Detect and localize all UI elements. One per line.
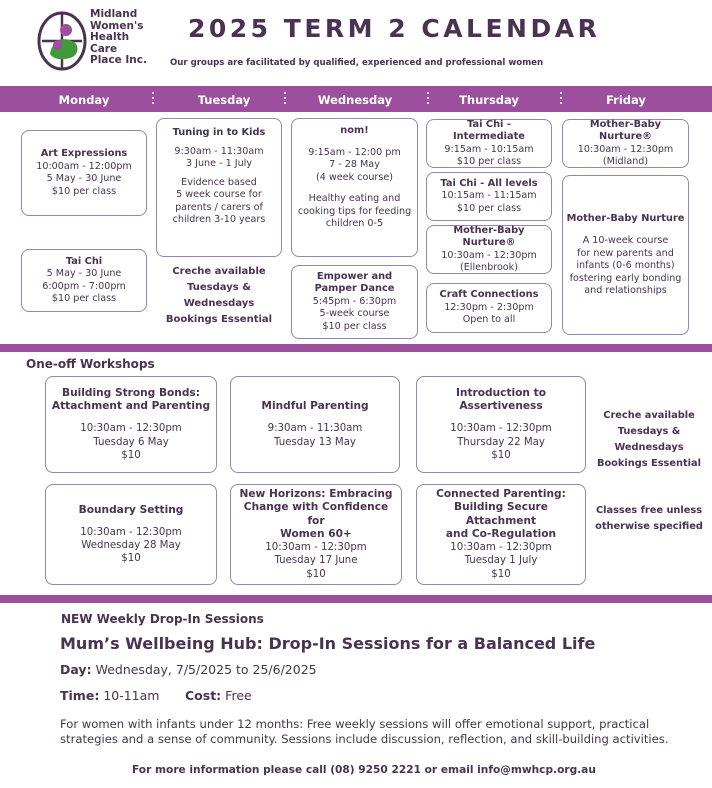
class-title: Tuning in to Kids [172, 127, 266, 138]
class-detail: 5 May - 30 June [46, 268, 122, 279]
class-detail: Open to all [462, 314, 516, 326]
class-title: Empower and [316, 270, 393, 282]
org-name-line: Place Inc. [90, 54, 147, 66]
workshop-title: and Co-Regulation [445, 527, 557, 540]
workshop-detail: Tuesday 6 May [93, 436, 169, 448]
class-card-mother-baby-nurture-midland [562, 119, 689, 168]
class-detail: 5:45pm - 6:30pm [312, 295, 397, 307]
day-header-tuesday: Tuesday [197, 93, 251, 107]
workshop-title: Building Strong Bonds: [62, 386, 200, 399]
workshop-detail: $10 [306, 568, 326, 580]
dropin-description: For women with infants under 12 months: Free weekly sessions will offer emotional support, practical strategies and a sense of community. Sessions include discussion, reflection, and skill-building activities. [60, 717, 669, 746]
creche-note-tuesday: Creche available Tuesdays & Wednesdays Bookings Essential [165, 266, 273, 325]
workshop-title: Mindful Parenting [261, 400, 369, 413]
class-detail: 10:15am - 11:15am [441, 190, 537, 202]
class-detail: $10 per class [456, 202, 522, 214]
class-title: Pamper Dance [314, 283, 395, 295]
class-title: nom! [340, 125, 369, 136]
workshop-detail: $10 [121, 553, 141, 565]
workshop-detail: 10:30am - 12:30pm [80, 526, 182, 538]
dropin-cost [185, 688, 252, 703]
workshop-card [45, 484, 217, 585]
class-detail: (Midland) [602, 156, 649, 167]
workshop-detail: $10 [121, 449, 141, 461]
workshop-title: Introduction to Assertiveness [455, 386, 546, 413]
class-detail: 5-week course [319, 308, 390, 320]
workshop-detail: Wednesday 28 May [81, 540, 181, 551]
class-title: Mother-Baby Nurture® [453, 224, 525, 248]
class-description: A 10-week course [582, 235, 669, 246]
class-title: Craft Connections [439, 289, 539, 301]
class-title: Tai Chi - All levels [440, 177, 538, 189]
class-title: Mother-Baby Nurture [566, 212, 685, 224]
class-detail: 6:00pm - 7:00pm [42, 280, 126, 292]
workshop-card [416, 484, 586, 585]
class-card-tuning-in-to-kids [156, 118, 282, 257]
workshop-title: New Horizons: Embracing [239, 488, 393, 501]
class-card-empower-and-pamper-dance [291, 265, 418, 339]
class-detail: (Ellenbrook) [460, 262, 518, 273]
class-description: and relationships [584, 285, 667, 296]
day-header-friday: Friday [606, 93, 646, 107]
cost-value: Free [225, 688, 252, 703]
class-detail: 3 June - 1 July [185, 158, 252, 169]
page-title: 2025 TERM 2 CALENDAR [188, 14, 601, 43]
workshop-detail: $10 [491, 449, 511, 461]
workshop-title: Attachment and Parenting [51, 400, 211, 413]
class-title: Tai Chi - Intermediate [453, 118, 525, 142]
workshop-title: Building Secure Attachment [454, 501, 548, 527]
day-label: Day: [60, 662, 92, 677]
day-header-wednesday: Wednesday [317, 93, 393, 107]
class-card-craft-connections [426, 283, 552, 333]
workshop-card [45, 376, 217, 473]
class-detail: 9:15am - 12:00 pm [308, 146, 401, 158]
class-card-art-expressions [21, 130, 147, 216]
workshop-detail: Tuesday 1 July [464, 555, 538, 567]
class-description: Evidence based [181, 176, 257, 188]
separator-dots-icon [560, 92, 562, 106]
class-card-mother-baby-nurture-info [562, 175, 689, 335]
separator-dots-icon [152, 92, 154, 106]
org-name-line: Women's [90, 19, 144, 32]
class-detail: 10:30am - 12:30pm [441, 249, 537, 261]
workshops-heading: One-off Workshops [26, 357, 155, 371]
section-divider [0, 595, 712, 603]
workshop-card [230, 484, 402, 585]
class-detail: $10 per class [51, 185, 117, 197]
contact-info: For more information please call (08) 9250 2221 or email info@mwhcp.org.au [132, 764, 596, 776]
mother-baby-logo-icon [36, 10, 88, 72]
class-detail: $10 per class [456, 156, 522, 167]
org-name-line: Health [90, 31, 130, 43]
class-title: Art Expressions [40, 148, 128, 159]
class-description: fostering early bonding [569, 272, 682, 284]
classes-free-note: Classes free unless otherwise specified [595, 505, 703, 532]
class-detail: 12:30pm - 2:30pm [444, 301, 534, 313]
class-card-nom [291, 118, 418, 257]
weekday-header-bar [0, 86, 712, 112]
class-detail: $10 per class [51, 293, 117, 304]
class-title: Mother-Baby Nurture® [589, 118, 662, 142]
workshop-detail: 10:30am - 12:30pm [265, 542, 367, 554]
workshop-title: Change with Confidence for [243, 501, 389, 527]
class-description: infants (0-6 months) [576, 260, 675, 271]
dropin-label: NEW Weekly Drop-In Sessions [61, 612, 264, 626]
day-header-monday: Monday [58, 93, 110, 107]
cost-label: Cost: [185, 688, 222, 703]
class-card-tai-chi-all-levels [426, 172, 552, 221]
workshop-detail: Tuesday 17 June [274, 555, 358, 567]
workshop-detail: 10:30am - 12:30pm [80, 423, 182, 435]
class-description: parents / carers of [175, 201, 263, 213]
section-divider [0, 344, 712, 352]
workshop-title: Connected Parenting: [436, 488, 566, 501]
dropin-day [60, 662, 317, 677]
class-detail: 9:30am - 11:30am [174, 145, 264, 157]
workshop-card [416, 376, 586, 473]
class-card-mother-baby-nurture-ellenbrook [426, 225, 552, 274]
time-value: 10-11am [103, 688, 160, 703]
day-header-thursday: Thursday [459, 93, 519, 107]
org-name-line: Care [90, 42, 118, 55]
class-detail: 7 - 28 May [329, 159, 380, 170]
workshop-title: Women 60+ [280, 527, 352, 540]
page-subtitle: Our groups are facilitated by qualified, experienced and professional women [170, 58, 544, 68]
class-description: children 0-5 [325, 218, 384, 229]
dropin-title: Mum’s Wellbeing Hub: Drop-In Sessions for a Balanced Life [60, 634, 596, 653]
class-detail: 9:15am - 10:15am [444, 143, 534, 155]
dropin-time [60, 688, 159, 703]
workshop-detail: 10:30am - 12:30pm [450, 423, 552, 435]
time-label: Time: [60, 688, 100, 703]
class-detail: 10:30am - 12:30pm [577, 143, 674, 155]
class-description: Healthy eating and [308, 193, 401, 204]
class-detail: $10 per class [322, 320, 387, 332]
class-description: for new parents and [577, 247, 674, 259]
workshop-detail: 10:30am - 12:30pm [450, 542, 552, 554]
class-description: cooking tips for feeding [297, 205, 412, 217]
separator-dots-icon [427, 92, 429, 106]
workshop-card [230, 376, 400, 473]
class-title: Tai Chi [65, 255, 103, 267]
class-detail: 10:00am - 12:00pm [36, 160, 132, 172]
separator-dots-icon [284, 92, 286, 106]
class-card-tai-chi-intermediate [426, 119, 552, 168]
workshop-detail: $10 [491, 568, 511, 580]
day-value: Wednesday, 7/5/2025 to 25/6/2025 [95, 662, 317, 677]
class-detail: 5 May - 30 June [46, 173, 122, 184]
creche-note-workshops: Creche available Tuesdays & Wednesdays Bookings Essential [596, 410, 701, 469]
class-detail: (4 week course) [316, 171, 393, 183]
org-logo [36, 8, 148, 74]
class-card-tai-chi-monday [21, 249, 147, 312]
org-name-line: Midland [90, 8, 138, 20]
workshop-title: Boundary Setting [78, 503, 184, 516]
workshop-detail: Tuesday 13 May [274, 436, 356, 448]
workshop-detail: 9:30am - 11:30am [267, 423, 363, 435]
class-description: 5 week course for [176, 189, 262, 200]
class-description: children 3-10 years [172, 214, 266, 225]
workshop-detail: Thursday 22 May [457, 436, 545, 448]
